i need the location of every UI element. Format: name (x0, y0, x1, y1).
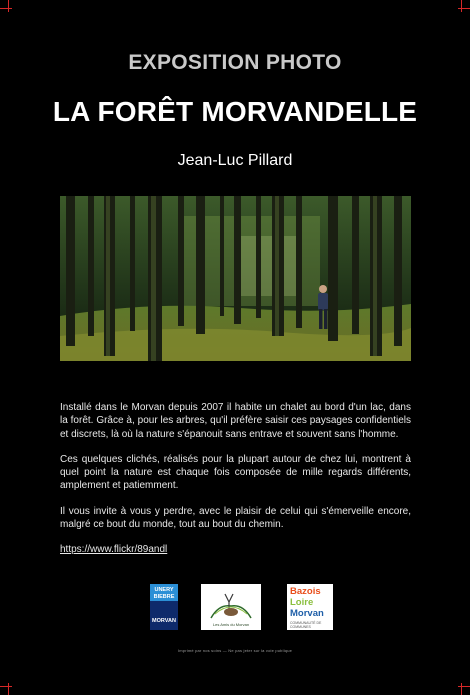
logo-left-top: UNERY (154, 587, 174, 593)
footer-note: Imprimé par nos soins — Ne pas jeter sur la voie publique (177, 648, 293, 653)
crop-mark-icon (0, 8, 12, 9)
crop-mark-icon (458, 686, 470, 687)
logo-left-mid: BIEBRE (153, 594, 175, 600)
poster-title: LA FORÊT MORVANDELLE (52, 96, 418, 127)
crop-mark-icon (8, 0, 9, 12)
logo-left-bottom: MORVAN (152, 618, 176, 624)
body-paragraph-1: Installé dans le Morvan depuis 2007 il habite un chalet au bord d'un lac, dans la forêt. Grâce à, pour les arbres, qu'il préfère saisir ces paysages confidentiels et discrets, là où la nature s'épanouit sans entrave et souvent sans l'homme. (60, 402, 411, 440)
crop-mark-icon (461, 0, 462, 12)
amis-du-morvan-logo (201, 584, 261, 630)
logo-right-line-3: Morvan (290, 608, 324, 619)
logo-mid-caption: Les Amis du Morvan (212, 622, 250, 627)
crop-mark-icon (461, 683, 462, 695)
logo-right-small: COMMUNAUTÉ DE COMMUNES (290, 621, 322, 629)
poster-author: Jean-Luc Pillard (177, 152, 293, 169)
forest-photo (60, 196, 411, 361)
crop-mark-icon (458, 8, 470, 9)
poster-supertitle: EXPOSITION PHOTO (128, 51, 342, 74)
crop-mark-icon (0, 686, 12, 687)
crop-mark-icon (8, 683, 9, 695)
bazois-loire-morvan-logo (287, 584, 333, 630)
partner-logos (0, 584, 470, 634)
body-paragraph-3: Il vous invite à vous y perdre, avec le plaisir de celui qui s'émerveille encore, malgré ce bout du monde, tout au bout du chemin. (60, 505, 411, 531)
flickr-link[interactable]: https://www.flickr/89andl (60, 544, 168, 556)
unery-biebre-logo (150, 584, 178, 630)
logo-right-line-2: Loire (290, 597, 314, 608)
body-text (60, 401, 411, 557)
logo-right-line-1: Bazois (290, 586, 321, 597)
body-paragraph-2: Ces quelques clichés, réalisés pour la plupart autour de chez lui, montrent à quel point la nature est chaque fois composée de mille regards différents, amplement et patiemment. (60, 453, 411, 492)
